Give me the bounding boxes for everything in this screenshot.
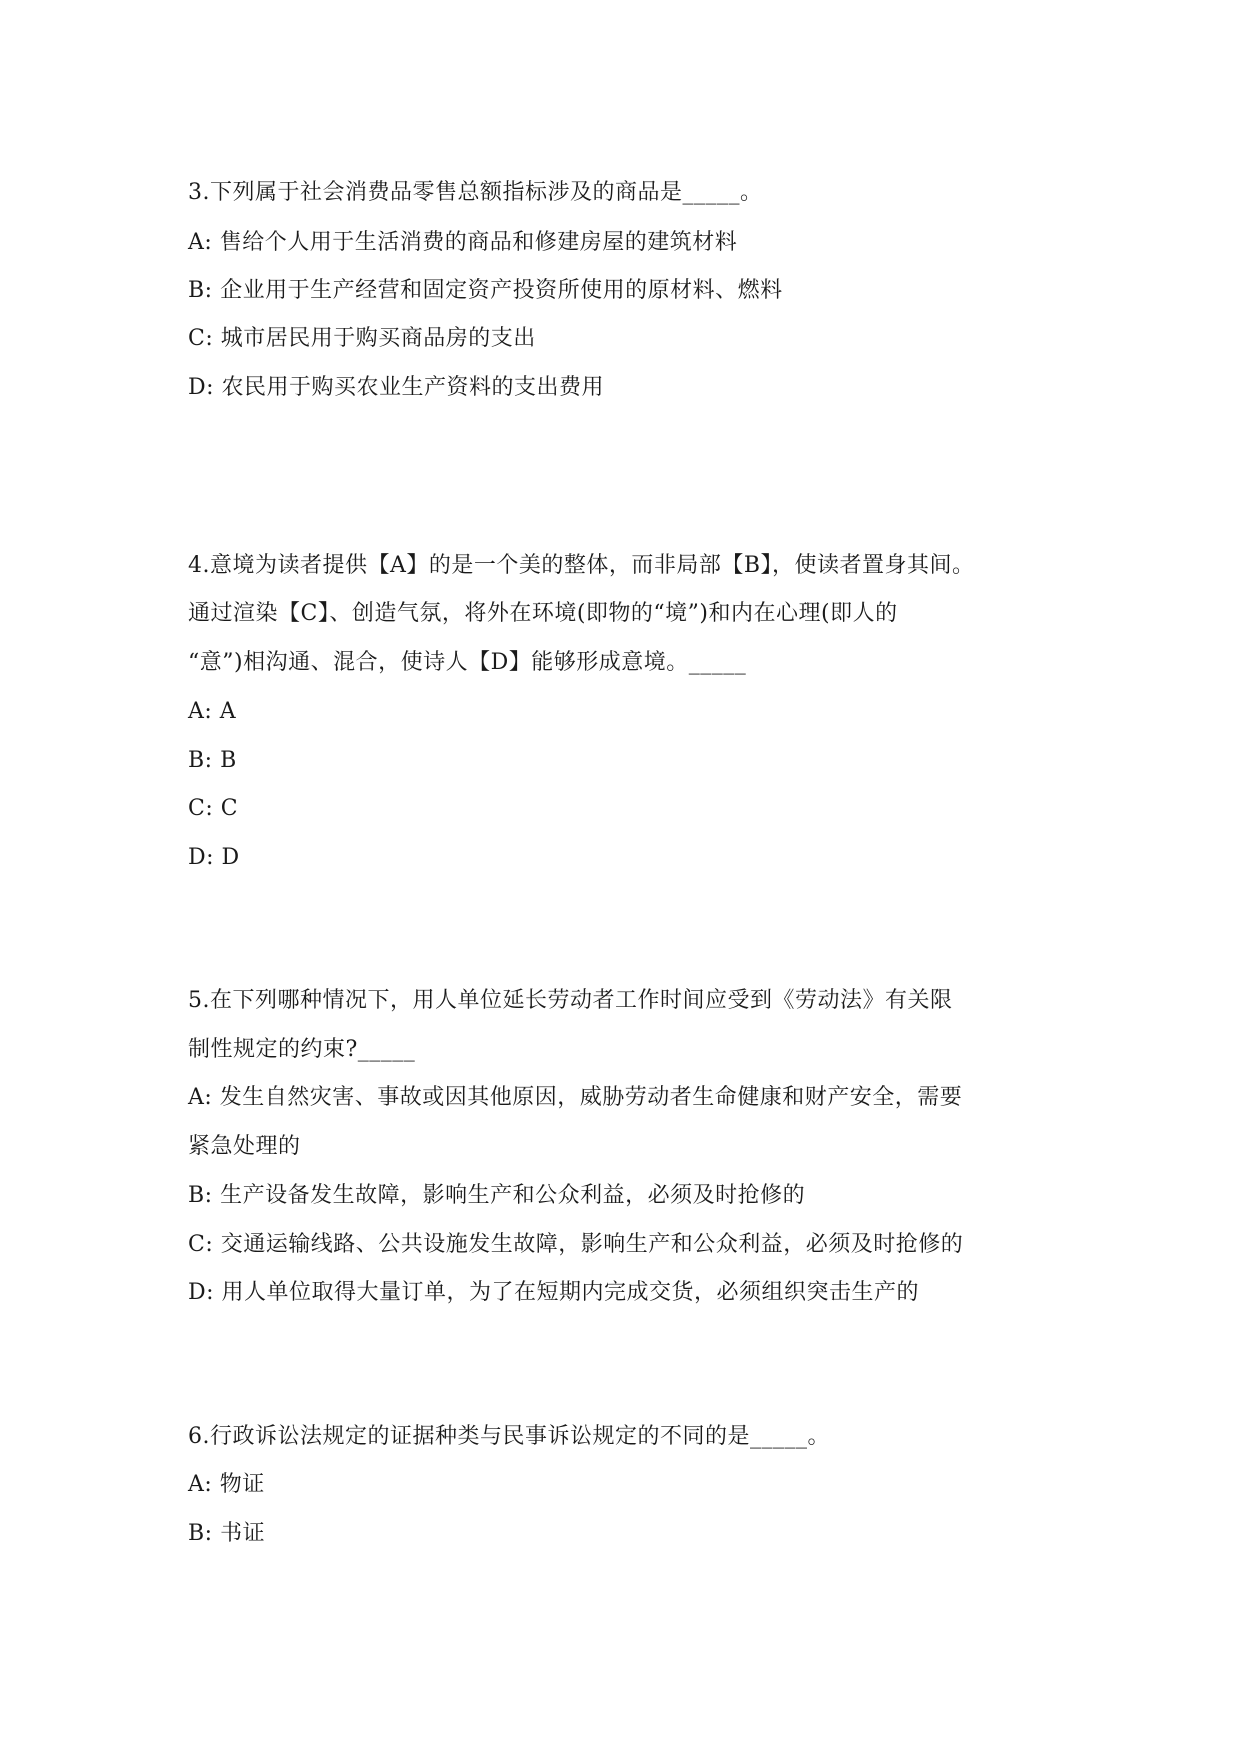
question-5-option-a-line-2: 紧急处理的 [188, 1134, 301, 1159]
question-3-option-c: C: 城市居民用于购买商品房的支出 [188, 326, 536, 351]
question-4-option-d: D: D [188, 845, 240, 870]
question-4-option-a: A: A [188, 699, 237, 724]
question-4-stem-line-3: “意”)相沟通、混合，使诗人【D】能够形成意境。_____ [188, 650, 747, 675]
question-4-option-b: B: B [188, 748, 237, 773]
question-5-stem-line-2: 制性规定的约束?_____ [188, 1037, 416, 1062]
question-4-stem-line-1: 4.意境为读者提供【A】的是一个美的整体，而非局部【B】，使读者置身其间。 [188, 553, 975, 578]
question-3-stem: 3.下列属于社会消费品零售总额指标涉及的商品是_____。 [188, 180, 763, 205]
question-3-option-d: D: 农民用于购买农业生产资料的支出费用 [188, 375, 605, 400]
question-5-option-d: D: 用人单位取得大量订单，为了在短期内完成交货，必须组织突击生产的 [188, 1280, 920, 1305]
question-5-option-b: B: 生产设备发生故障，影响生产和公众利益，必须及时抢修的 [188, 1183, 806, 1208]
question-3-option-b: B: 企业用于生产经营和固定资产投资所使用的原材料、燃料 [188, 278, 783, 303]
question-6-option-b: B: 书证 [188, 1521, 266, 1546]
question-4-option-c: C: C [188, 796, 239, 821]
question-3-option-a: A: 售给个人用于生活消费的商品和修建房屋的建筑材料 [188, 230, 738, 255]
question-6-option-a: A: 物证 [188, 1472, 265, 1497]
question-5-option-c: C: 交通运输线路、公共设施发生故障，影响生产和公众利益，必须及时抢修的 [188, 1232, 964, 1257]
question-5-stem-line-1: 5.在下列哪种情况下，用人单位延长劳动者工作时间应受到《劳动法》有关限 [188, 988, 953, 1013]
question-4-stem-line-2: 通过渲染【C】、创造气氛，将外在环境(即物的“境”)和内在心理(即人的 [188, 601, 898, 626]
question-6-stem: 6.行政诉讼法规定的证据种类与民事诉讼规定的不同的是_____。 [188, 1424, 830, 1449]
question-5-option-a-line-1: A: 发生自然灾害、事故或因其他原因，威胁劳动者生命健康和财产安全，需要 [188, 1085, 963, 1110]
